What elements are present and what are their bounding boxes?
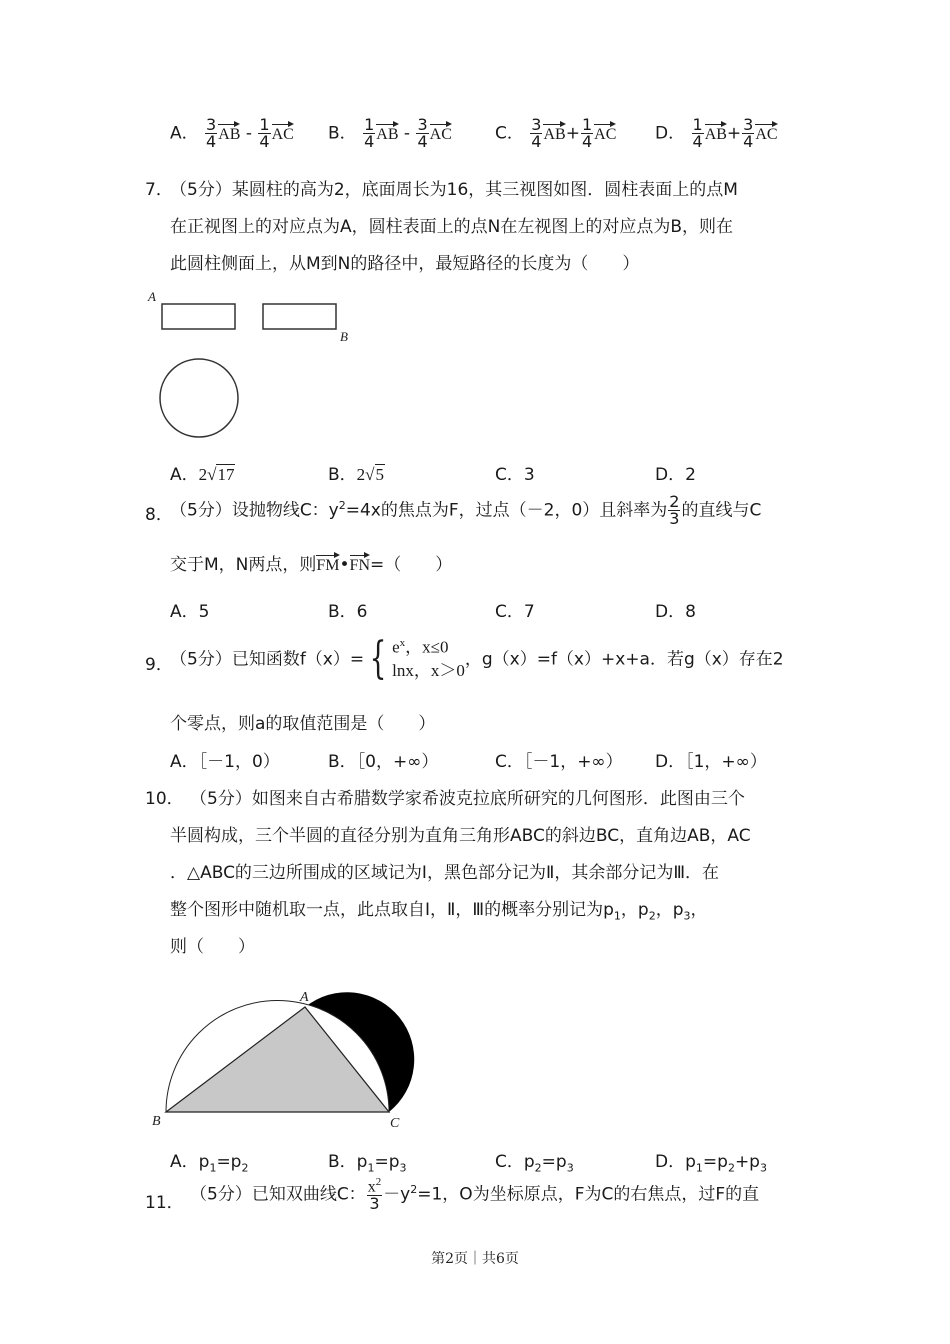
piecewise-cases: $e^x$，x≤0 lnx，x＞0 [392,637,465,680]
q7-option-b: B．2√5 [328,465,385,485]
q7-number: 7． [145,180,173,200]
q8-option-a: A．5 [170,602,210,622]
q8-line-2: 交于M，N两点，则FM•FN=（ ） [170,550,452,575]
q7-line-2: 在正视图上的对应点为A，圆柱表面上的点N在左视图上的对应点为B，则在 [170,217,734,237]
q10-number: 10． [145,789,184,809]
q8-option-d: D．8 [655,602,696,622]
label-a: A [300,990,309,1005]
top-view-circle [160,359,238,437]
q11-line-1: （5分）已知双曲线C： $\frac{x^2}{3}$ $-y^2=1$，O为坐标原点，F为C的右焦点，过F的直 [190,1176,760,1214]
q10-line-4: 整个图形中随机取一点，此点取自Ⅰ，Ⅱ，Ⅲ的概率分别记为$p_1$，$p_2$，$p_3$， [170,900,708,923]
point-b-label: B [340,329,348,344]
q10-line-3: ．△ABC的三边所围成的区域记为I，黑色部分记为Ⅱ，其余部分记为Ⅲ．在 [170,863,720,883]
page-footer: 第2页｜共6页 [431,1251,519,1267]
point-a-label: A [148,289,156,304]
q11-number: 11． [145,1193,184,1213]
q7-three-view-figure [140,285,370,445]
q10-hippocrates-figure [140,965,430,1130]
q7-line-1: （5分）某圆柱的高为2，底面周长为16，其三视图如图．圆柱表面上的点M [170,180,738,200]
q6-option-c: C． $\frac{3}{4}$ AB+ $\frac{1}{4}$ AC [495,115,617,151]
q10-option-a: A．$p_1=p_2$ [170,1152,249,1175]
q9-option-a: A．［－1，0） [170,752,280,772]
q9-line-2: 个零点，则a的取值范围是（ ） [170,714,436,734]
q9-line-1: （5分）已知函数f（x）= { $e^x$，x≤0 lnx，x＞0，g（x）=f（x）+x+a．若g（x）存在2 [170,633,784,685]
q10-line-2: 半圆构成，三个半圆的直径分别为直角三角形ABC的斜边BC，直角边AB，AC [170,826,751,846]
side-view-rect [263,304,336,329]
q9-option-c: C．［－1，+∞） [495,752,623,772]
q6-option-d: D． $\frac{1}{4}$ AB+ $\frac{3}{4}$ AC [655,115,778,151]
q7-option-c: C．3 [495,465,535,485]
q10-line-1: （5分）如图来自古希腊数学家希波克拉底所研究的几何图形．此图由三个 [190,789,745,809]
q7-option-d: D．2 [655,465,696,485]
q8-number: 8． [145,505,173,525]
label-c: C [390,1116,400,1130]
q9-number: 9． [145,655,173,675]
q10-line-5: 则（ ） [170,937,255,957]
q8-option-c: C．7 [495,602,535,622]
q10-option-b: B．$p_1=p_3$ [328,1152,407,1175]
label-b: B [152,1114,161,1129]
q9-option-d: D．［1，+∞） [655,752,767,772]
q10-option-d: D．$p_1=p_2+p_3$ [655,1152,767,1175]
q7-option-a: A．2√17 [170,465,235,485]
q6-option-a: A． $\frac{3}{4}$ AB - $\frac{1}{4}$ AC [170,115,294,151]
front-view-rect [162,304,235,329]
q9-option-b: B．［0，+∞） [328,752,439,772]
q8-line-1: （5分）设抛物线C：$y^2=4x$的焦点为F，过点（－2，0）且斜率为 $\frac{2}{3}$ 的直线与C [170,492,762,528]
q10-option-c: C．$p_2=p_3$ [495,1152,574,1175]
q7-line-3: 此圆柱侧面上，从M到N的路径中，最短路径的长度为（ ） [170,254,640,274]
q8-option-b: B．6 [328,602,368,622]
q6-option-b: B． $\frac{1}{4}$ AB - $\frac{3}{4}$ AC [328,115,452,151]
